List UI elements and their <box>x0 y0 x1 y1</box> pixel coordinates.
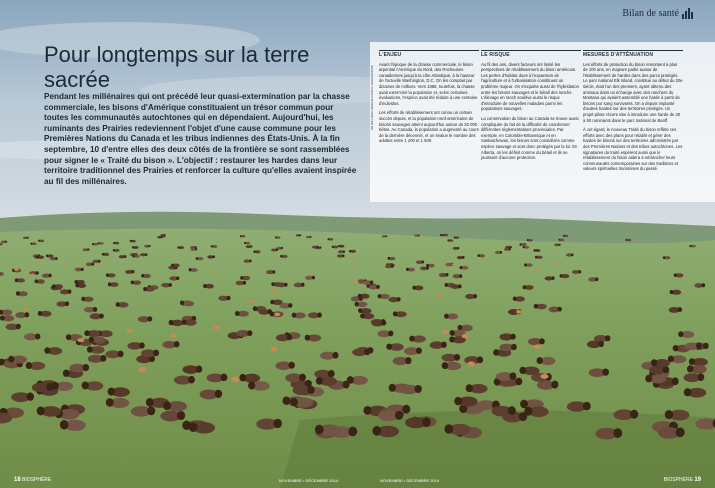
bison-figure <box>537 357 556 365</box>
bison-figure <box>275 236 281 238</box>
bison-figure <box>131 406 155 417</box>
column-heading: L'ENJEU <box>379 50 479 59</box>
bison-figure <box>378 294 390 299</box>
bison-figure <box>369 285 380 290</box>
bison-figure <box>534 304 547 310</box>
bison-figure <box>405 417 431 428</box>
bison-figure <box>196 257 204 260</box>
bison-figure <box>684 343 701 351</box>
bison-figure <box>589 368 609 377</box>
bison-figure <box>545 276 555 280</box>
bison-calf-figure <box>272 290 277 293</box>
bison-figure <box>131 280 141 285</box>
bison-figure <box>189 268 198 272</box>
bison-figure <box>11 392 34 402</box>
bison-figure <box>75 283 86 288</box>
column-mesures <box>583 50 683 176</box>
bison-figure <box>105 350 123 358</box>
bison-figure <box>211 245 218 248</box>
bison-figure <box>240 276 250 280</box>
bison-figure <box>6 324 21 331</box>
bison-figure <box>244 242 250 245</box>
bison-figure <box>566 253 573 256</box>
bison-figure <box>658 427 685 439</box>
bison-figure <box>276 334 292 341</box>
bison-figure <box>649 366 669 375</box>
bison-figure <box>162 341 179 348</box>
bison-figure <box>52 382 74 391</box>
bison-figure <box>478 254 486 257</box>
bison-calf-figure <box>555 262 559 264</box>
bison-figure <box>406 268 415 272</box>
bison-calf-figure <box>462 334 469 338</box>
bison-figure <box>440 234 445 236</box>
bison-figure <box>613 409 638 420</box>
bison-figure <box>292 312 306 318</box>
bison-figure <box>15 312 29 318</box>
bison-figure <box>567 401 591 411</box>
bison-figure <box>293 386 315 396</box>
column-paragraph: La conservation du bison au Canada se trouve aussi compliquée du fait de la difficulté de coordonner différentes réglementations provinciales. Par exemple, en Colombie-Britannique et en Saskatchewan, les bisons sont considérés comme espèce sauvage et sont donc protégés par la loi. En Alberta, on les définit comme du bétail et ils ne jouissent d'aucune protection. <box>481 115 579 161</box>
bison-figure <box>182 319 197 325</box>
folio-right <box>664 477 701 483</box>
issue-date-left: NOVEMBRE • DÉCEMBRE 2014 <box>279 478 339 483</box>
bison-figure <box>113 242 119 245</box>
bison-calf-figure <box>534 268 538 271</box>
bison-figure <box>363 280 373 285</box>
column-paragraph: À cet égard, le nouveau Traité du bison reflète ces efforts avec des plans pour rétablir et gérer des hardes de bisons sur des territoires administrés par des Premières Nations et des tribus autochtones. Les signataires du traité espèrent aussi que le rétablissement du bison aidera à rebrancher leurs communautés contemporaines sur des traditions et valeurs spirituelles transmises du passé. <box>583 127 683 172</box>
bison-figure <box>280 255 288 258</box>
bison-figure <box>88 355 107 363</box>
bison-figure <box>174 376 195 385</box>
bison-figure <box>668 355 687 363</box>
bison-figure <box>275 362 294 370</box>
bison-figure <box>687 365 707 374</box>
bison-figure <box>116 302 129 308</box>
bison-calf-figure <box>126 329 133 333</box>
bison-calf-figure <box>213 326 219 330</box>
bison-figure <box>409 335 426 342</box>
bison-figure <box>674 273 684 277</box>
bison-figure <box>23 237 29 239</box>
column-paragraph: Les efforts de protection du bison remontent à plus de 100 ans, en majeure partie autour de l'établissement de hardes dans des parcs protégés. Le parc national Elk Island, constitué au début du 20e siècle, était l'un des premiers, ayant obtenu des animaux dans un échange avec des ranchers du Montana qui avaient assemblé une harde à partir de bisons pur sang survivants. On a depuis implanté d'autres hardes sur des territoires protégés. Un projet-pilote récent vise à introduire une harde de 30 à 50 ruminants dans le parc national de Banff. <box>583 61 683 123</box>
bison-figure <box>143 287 154 292</box>
bison-figure <box>240 235 245 237</box>
bison-figure <box>50 257 58 260</box>
bison-calf-figure <box>77 338 84 342</box>
bison-figure <box>127 342 144 350</box>
bison-figure <box>645 374 666 383</box>
bison-figure <box>453 247 460 250</box>
bison-figure <box>108 387 130 397</box>
bison-calf-figure <box>438 293 443 296</box>
bison-figure <box>102 253 109 256</box>
bison-figure <box>572 270 581 274</box>
bison-figure <box>132 246 139 249</box>
bison-figure <box>349 250 356 253</box>
bison-calf-figure <box>540 374 548 379</box>
bison-figure <box>141 349 159 357</box>
bison-figure <box>38 240 44 243</box>
bison-figure <box>157 236 163 238</box>
magazine-name: BIOSPHÈRE <box>22 477 52 483</box>
bison-figure <box>32 383 54 392</box>
column-paragraph: Les efforts de rétablissement ont connu un certain succès depuis, et la population nord-américaine de bisons sauvages atteint aujourd'hui autour de 20 000 bêtes. Au Canada, la population a augmenté au cours de la dernière décennie, et on évalue le nombre des adultes entre 1 200 et 1 500. <box>379 110 479 144</box>
folio-left <box>14 477 51 483</box>
bison-figure <box>87 346 105 354</box>
bison-figure <box>203 284 214 289</box>
bison-figure <box>524 263 533 267</box>
bison-figure <box>60 420 86 431</box>
bison-figure <box>549 307 562 313</box>
bison-figure <box>15 278 25 282</box>
bison-figure <box>290 397 313 407</box>
bison-figure <box>169 276 179 280</box>
bison-figure <box>161 283 172 288</box>
bison-figure <box>416 260 424 264</box>
bison-figure <box>587 341 604 348</box>
bison-figure <box>332 246 339 249</box>
bison-figure <box>30 242 36 245</box>
bison-figure <box>218 296 230 301</box>
bison-figure <box>412 286 423 291</box>
bison-figure <box>239 374 260 383</box>
bison-figure <box>305 276 315 280</box>
bison-figure <box>684 373 705 382</box>
bison-figure <box>558 239 564 242</box>
bison-figure <box>98 242 104 245</box>
bison-figure <box>305 334 321 341</box>
bison-figure <box>16 291 28 296</box>
bison-figure <box>338 250 345 253</box>
bison-figure <box>527 239 533 242</box>
bison-figure <box>38 311 52 317</box>
bison-figure <box>352 348 370 356</box>
bison-figure <box>90 313 104 319</box>
bison-figure <box>180 300 193 306</box>
bison-figure <box>24 333 40 340</box>
bison-figure <box>563 235 568 237</box>
bison-figure <box>92 243 98 246</box>
bison-figure <box>207 373 228 382</box>
bison-figure <box>82 248 89 251</box>
bison-calf-figure <box>352 260 356 262</box>
bison-figure <box>358 294 370 299</box>
bison-figure <box>535 256 543 259</box>
bison-figure <box>694 283 705 288</box>
bison-figure <box>163 401 187 411</box>
bison-calf-figure <box>452 263 456 266</box>
bison-figure <box>36 256 44 259</box>
column-paragraph: Avant l'époque de la chasse commerciale, le bison arpentait l'Amérique du Nord, des Rocheuses canadiennes jusqu'à la côte Atlantique, à la hauteur de l'actuelle Washington, D.C. On les comptait par dizaines de millions. Vers 1888, toutefois, la chasse avait exterminé la population et, selon certaines évaluations, l'espèce avait été réduite à une centaine d'individus. <box>379 61 478 106</box>
issue-date-right: NOVEMBRE • DÉCEMBRE 2014 <box>380 478 440 483</box>
bison-figure <box>560 274 570 278</box>
column-paragraph: Au fil des ans, divers facteurs ont limité les perspectives de rétablissement du bison américain. Les pertes d'habitat dues à l'expansion de l'agriculture et à l'urbanisation constituent un problème majeur. On s'inquiète aussi de l'hybridation entre les bisons sauvages et le bétail des ranchs. L'élevage en ranch soulève aussi le risque d'introduire de nouvelles maladies parmi les populations sauvages. <box>481 61 579 112</box>
bison-figure <box>442 362 461 370</box>
bison-figure <box>92 260 100 264</box>
bison-figure <box>189 422 215 433</box>
bison-figure <box>160 411 185 422</box>
bison-figure <box>37 406 61 417</box>
bison-figure <box>451 284 462 289</box>
bison-figure <box>42 274 52 278</box>
bison-figure <box>271 248 278 251</box>
bison-figure <box>35 279 45 283</box>
bison-figure <box>360 313 374 319</box>
bison-figure <box>312 246 319 249</box>
bison-figure <box>169 320 184 326</box>
bison-figure <box>523 246 530 249</box>
bison-calf-figure <box>170 334 177 338</box>
bison-figure <box>236 281 247 286</box>
bison-figure <box>663 256 671 259</box>
bison-figure <box>444 313 458 319</box>
bison-figure <box>513 296 525 301</box>
article-deck: Pendant les millénaires qui ont précédé leur quasi-extermination par la chasse commerciale, les bisons d'Amérique constituaient un trésor commun pour toutes les communautés autochtones qui en dépendaient. Aujourd'hui, les ruminants des Prairies redeviennent l'objet d'une cause commune pour les Premières Nations du Canada et les tribus indiennes des États-Unis. À la fin septembre, 10 d'entre elles des deux côtés de la frontière se sont rassemblées pour signer le « Traité du bison ». L'objectif : restaurer les hardes dans leur territoire traditionnel des Prairies et renforcer la culture qu'elles avaient inspirée au fil des millénaires. <box>44 92 357 186</box>
bison-figure <box>308 312 322 318</box>
bison-figure <box>447 239 453 242</box>
bison-figure <box>316 377 337 386</box>
bison-figure <box>442 354 461 362</box>
bison-figure <box>393 311 407 317</box>
bison-figure <box>246 245 253 248</box>
bison-figure <box>81 297 93 302</box>
bison-figure <box>190 246 197 249</box>
bison-calf-figure <box>534 345 541 349</box>
bison-calf-figure <box>23 308 29 311</box>
bison-figure <box>554 244 560 247</box>
bison-figure <box>306 236 312 238</box>
bison-figure <box>347 376 368 385</box>
page-number: 19 <box>694 477 701 483</box>
bison-figure <box>243 259 251 263</box>
bison-figure <box>132 255 140 258</box>
bison-figure <box>338 245 345 248</box>
bison-calf-figure <box>270 347 277 351</box>
bison-figure <box>1 241 7 244</box>
column-heading: LE RISQUE <box>481 50 581 59</box>
bison-figure <box>519 367 539 376</box>
bison-figure <box>26 362 45 370</box>
bison-figure <box>108 282 119 287</box>
bison-figure <box>495 251 502 254</box>
bison-figure <box>377 330 393 337</box>
bison-figure <box>452 274 462 278</box>
bison-figure <box>439 273 449 277</box>
bison-calf-figure <box>138 367 146 372</box>
article-headline: Pour longtemps sur la terre sacrée <box>44 42 310 92</box>
bison-figure <box>160 234 165 236</box>
bison-figure <box>678 331 694 338</box>
bison-figure <box>528 338 545 345</box>
bison-figure <box>0 315 14 321</box>
bison-figure <box>689 358 708 366</box>
bison-figure <box>669 307 682 313</box>
bison-figure <box>266 270 275 274</box>
bison-figure <box>89 336 106 343</box>
bison-figure <box>279 303 292 309</box>
bison-figure <box>358 308 372 314</box>
bison-figure <box>84 307 97 313</box>
bison-figure <box>256 418 282 429</box>
bison-figure <box>182 365 202 374</box>
bison-figure <box>119 255 127 258</box>
bison-figure <box>454 236 460 238</box>
bison-figure <box>177 246 184 249</box>
section-tag: Bilan de santé <box>622 8 679 19</box>
bison-figure <box>392 357 411 365</box>
page-number: 18 <box>14 477 21 483</box>
bison-figure <box>82 381 104 390</box>
bison-figure <box>684 388 706 398</box>
bison-figure <box>371 320 386 326</box>
bison-figure <box>106 273 116 277</box>
bison-figure <box>595 428 622 440</box>
bison-figure <box>296 234 301 236</box>
bison-figure <box>372 426 399 438</box>
bison-calf-figure <box>274 313 280 317</box>
bison-figure <box>130 240 136 243</box>
bison-figure <box>414 234 419 236</box>
bison-figure <box>141 274 151 278</box>
bison-figure <box>388 257 396 260</box>
bison-figure <box>277 283 288 288</box>
bison-calf-figure <box>442 330 449 334</box>
bison-figure <box>69 364 89 373</box>
bison-figure <box>8 356 27 364</box>
bison-figure <box>665 410 690 421</box>
bison-figure <box>533 249 540 252</box>
bison-figure <box>337 254 345 257</box>
bison-figure <box>125 270 134 274</box>
bison-figure <box>670 290 682 295</box>
bison-figure <box>294 283 305 288</box>
bison-figure <box>444 424 470 435</box>
bison-figure <box>106 398 129 408</box>
bison-figure <box>689 245 696 248</box>
bison-figure <box>523 285 534 290</box>
bison-figure <box>430 341 447 348</box>
bison-figure <box>457 256 465 259</box>
column-heading: MESURES D'ATTÉNUATION <box>583 50 683 59</box>
bison-figure <box>382 235 387 237</box>
bison-figure <box>404 347 422 355</box>
bison-figure <box>355 302 368 308</box>
bison-figure <box>253 250 260 253</box>
bison-figure <box>86 262 95 266</box>
bison-figure <box>327 238 333 241</box>
bison-figure <box>52 284 63 289</box>
bison-figure <box>378 410 403 421</box>
bison-figure <box>207 255 215 258</box>
bison-figure <box>248 381 270 390</box>
bison-figure <box>44 347 62 355</box>
bison-figure <box>524 406 548 417</box>
bison-figure <box>385 265 394 269</box>
bison-figure <box>75 268 84 272</box>
bison-figure <box>60 289 71 294</box>
column-risque <box>481 50 581 165</box>
bison-calf-figure <box>248 300 253 303</box>
bison-figure <box>56 301 69 307</box>
bison-figure <box>388 297 400 302</box>
bison-figure <box>400 385 422 395</box>
bison-figure <box>113 249 120 252</box>
bison-calf-figure <box>231 377 239 382</box>
bison-figure <box>200 389 223 399</box>
bison-figure <box>140 253 147 256</box>
bison-figure <box>499 344 516 352</box>
bison-figure <box>491 406 515 417</box>
bison-figure <box>320 352 338 360</box>
bison-figure <box>465 294 477 299</box>
bison-figure <box>651 359 670 367</box>
column-enjeu <box>379 50 479 148</box>
bison-figure <box>466 384 488 394</box>
bison-figure <box>235 311 249 317</box>
bison-figure <box>496 372 517 381</box>
bison-figure <box>588 277 598 281</box>
magazine-name: BIOSPHÈRE <box>663 477 693 483</box>
bison-figure <box>285 373 306 382</box>
bison-figure <box>171 264 180 268</box>
bison-figure <box>315 424 341 435</box>
bison-figure <box>499 333 515 340</box>
bar-chart-icon <box>682 7 695 19</box>
bison-calf-figure <box>14 268 18 271</box>
bison-figure <box>84 330 100 337</box>
bison-calf-figure <box>354 280 359 283</box>
bison-calf-figure <box>516 310 522 314</box>
photo-credit: DR RICHARD NEOH/NATIONAL GEOGRAPHIC <box>370 64 374 130</box>
bison-calf-figure <box>30 273 35 276</box>
bison-figure <box>144 245 151 248</box>
bison-calf-figure <box>467 361 475 366</box>
bison-figure <box>386 343 403 351</box>
bison-figure <box>505 246 512 249</box>
bison-figure <box>519 243 525 246</box>
bison-figure <box>236 330 252 337</box>
bison-figure <box>454 397 477 407</box>
bison-figure <box>460 266 469 270</box>
bison-figure <box>138 316 152 322</box>
bison-figure <box>420 266 429 270</box>
bison-figure <box>625 239 631 242</box>
